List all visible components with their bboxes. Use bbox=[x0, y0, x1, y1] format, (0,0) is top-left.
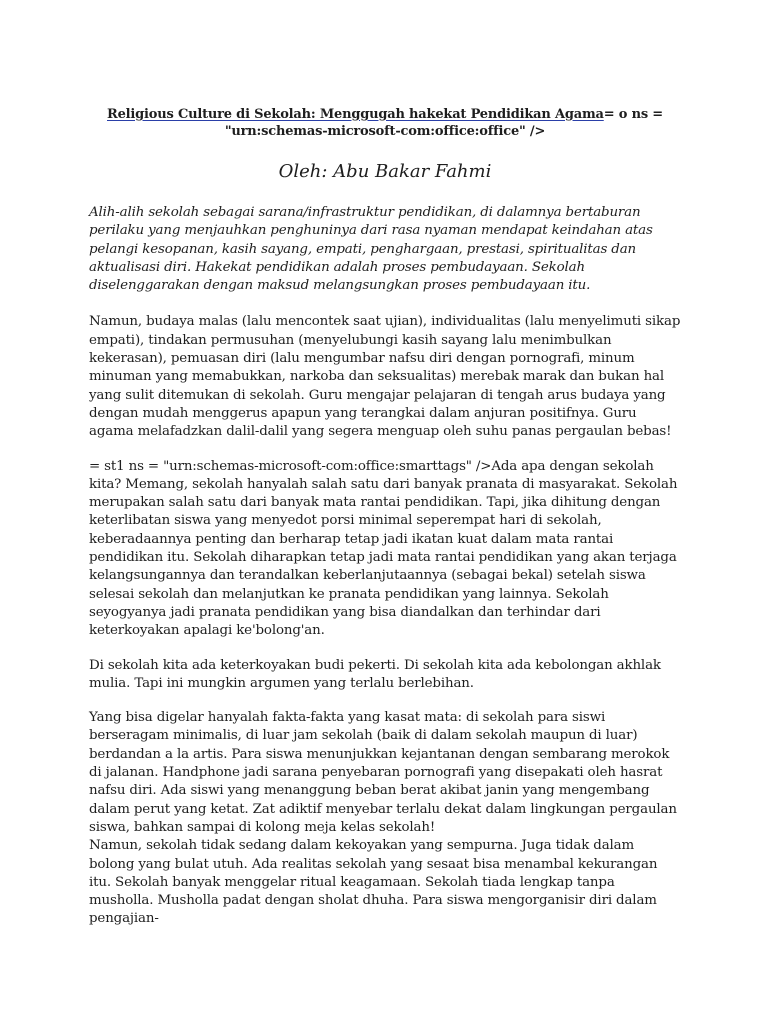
author-line: Oleh: Abu Bakar Fahmi bbox=[278, 161, 492, 182]
paragraph: = st1 ns = "urn:schemas-microsoft-com:office:smarttags" />Ada apa dengan sekolah kita? Memang, sekolah hanyalah salah satu dari banyak pranata di masyarakat. Sekolah merupakan salah satu dari banyak mata rantai pendidikan. Tapi, jika dihitung dengan keterlibatan siswa yang menyedot porsi minimal seperempat hari di sekolah, keberadaannya penting dan berharap tetap jadi ikatan kuat dalam mata rantai pendidikan itu. Sekolah diharapkan tetap jadi mata rantai pendidikan yang akan terjaga kelangsungannya dan terandalkan keberlanjutaannya (sebagai bekal) setelah siswa selesai sekolah dan melanjutkan ke pranata pendidikan yang lainnya. Sekolah seyogyanya jadi pranata pendidikan yang bisa diandalkan dan terhindar dari keterkoyakan apalagi ke'bolong'an. bbox=[89, 458, 678, 639]
paragraph: Namun, sekolah tidak sedang dalam kekoyakan yang sempurna. Juga tidak dalam bolong yang bulat utuh. Ada realitas sekolah yang sesaat bisa menambal kekurangan itu. Sekolah banyak menggelar ritual keagamaan. Sekolah tiada lengkap tanpa musholla. Musholla padat dengan sholat dhuha. Para siswa mengorganisir diri dalam pengajian- bbox=[89, 838, 658, 927]
title-suffix: = o ns = "urn:schemas-microsoft-com:office:office" /> bbox=[224, 107, 663, 139]
paragraph-intro: Alih-alih sekolah sebagai sarana/infrastruktur pendidikan, di dalamnya bertaburan perilaku yang menjauhkan penghuninya dari rasa nyaman mendapat keindahan atas pelangi kesopanan, kasih sayang, empati, penghargaan, prestasi, spiritualitas dan aktualisasi diri. Hakekat pendidikan adalah proses pembudayaan. Sekolah diselenggarakan dengan maksud melangsungkan proses pembudayaan itu. bbox=[89, 205, 653, 294]
paragraph: Yang bisa digelar hanyalah fakta-fakta yang kasat mata: di sekolah para siswi berseragam minimalis, di luar jam sekolah (baik di dalam sekolah maupun di luar) berdandan a la artis. Para siswa menunjukkan kejantanan dengan sembarang merokok di jalanan. Handphone jadi sarana penyebaran pornografi yang disepakati oleh hasrat nafsu diri. Ada siswi yang menanggung beban berat akibat janin yang mengembang dalam perut yang ketat. Zat adiktif menyebar terlalu dekat dalam lingkungan pergaulan siswa, bahkan sampai di kolong meja kelas sekolah! bbox=[89, 710, 677, 835]
title-link[interactable]: Religious Culture di Sekolah: Menggugah hakekat Pendidikan Agama bbox=[107, 107, 604, 122]
document-page bbox=[89, 106, 681, 929]
paragraph: Namun, budaya malas (lalu mencontek saat ujian), individualitas (lalu menyelimuti sikap empati), tindakan permusuhan (menyelubungi kasih sayang lalu menimbulkan kekerasan), pemuasan diri (lalu mengumbar nafsu diri dengan pornografi, minum minuman yang memabukkan, narkoba dan seksualitas) merebak marak dan bukan hal yang sulit ditemukan di sekolah. Guru mengajar pelajaran di tengah arus budaya yang dengan mudah menggerus apapun yang terangkai dalam anjuran positifnya. Guru agama melafadzkan dalil-dalil yang segera menguap oleh suhu panas pergaulan bebas! bbox=[89, 314, 681, 440]
paragraph: Di sekolah kita ada keterkoyakan budi pekerti. Di sekolah kita ada kebolongan akhlak mulia. Tapi ini mungkin argumen yang terlalu berlebihan. bbox=[89, 657, 661, 691]
document-title bbox=[77, 106, 693, 140]
